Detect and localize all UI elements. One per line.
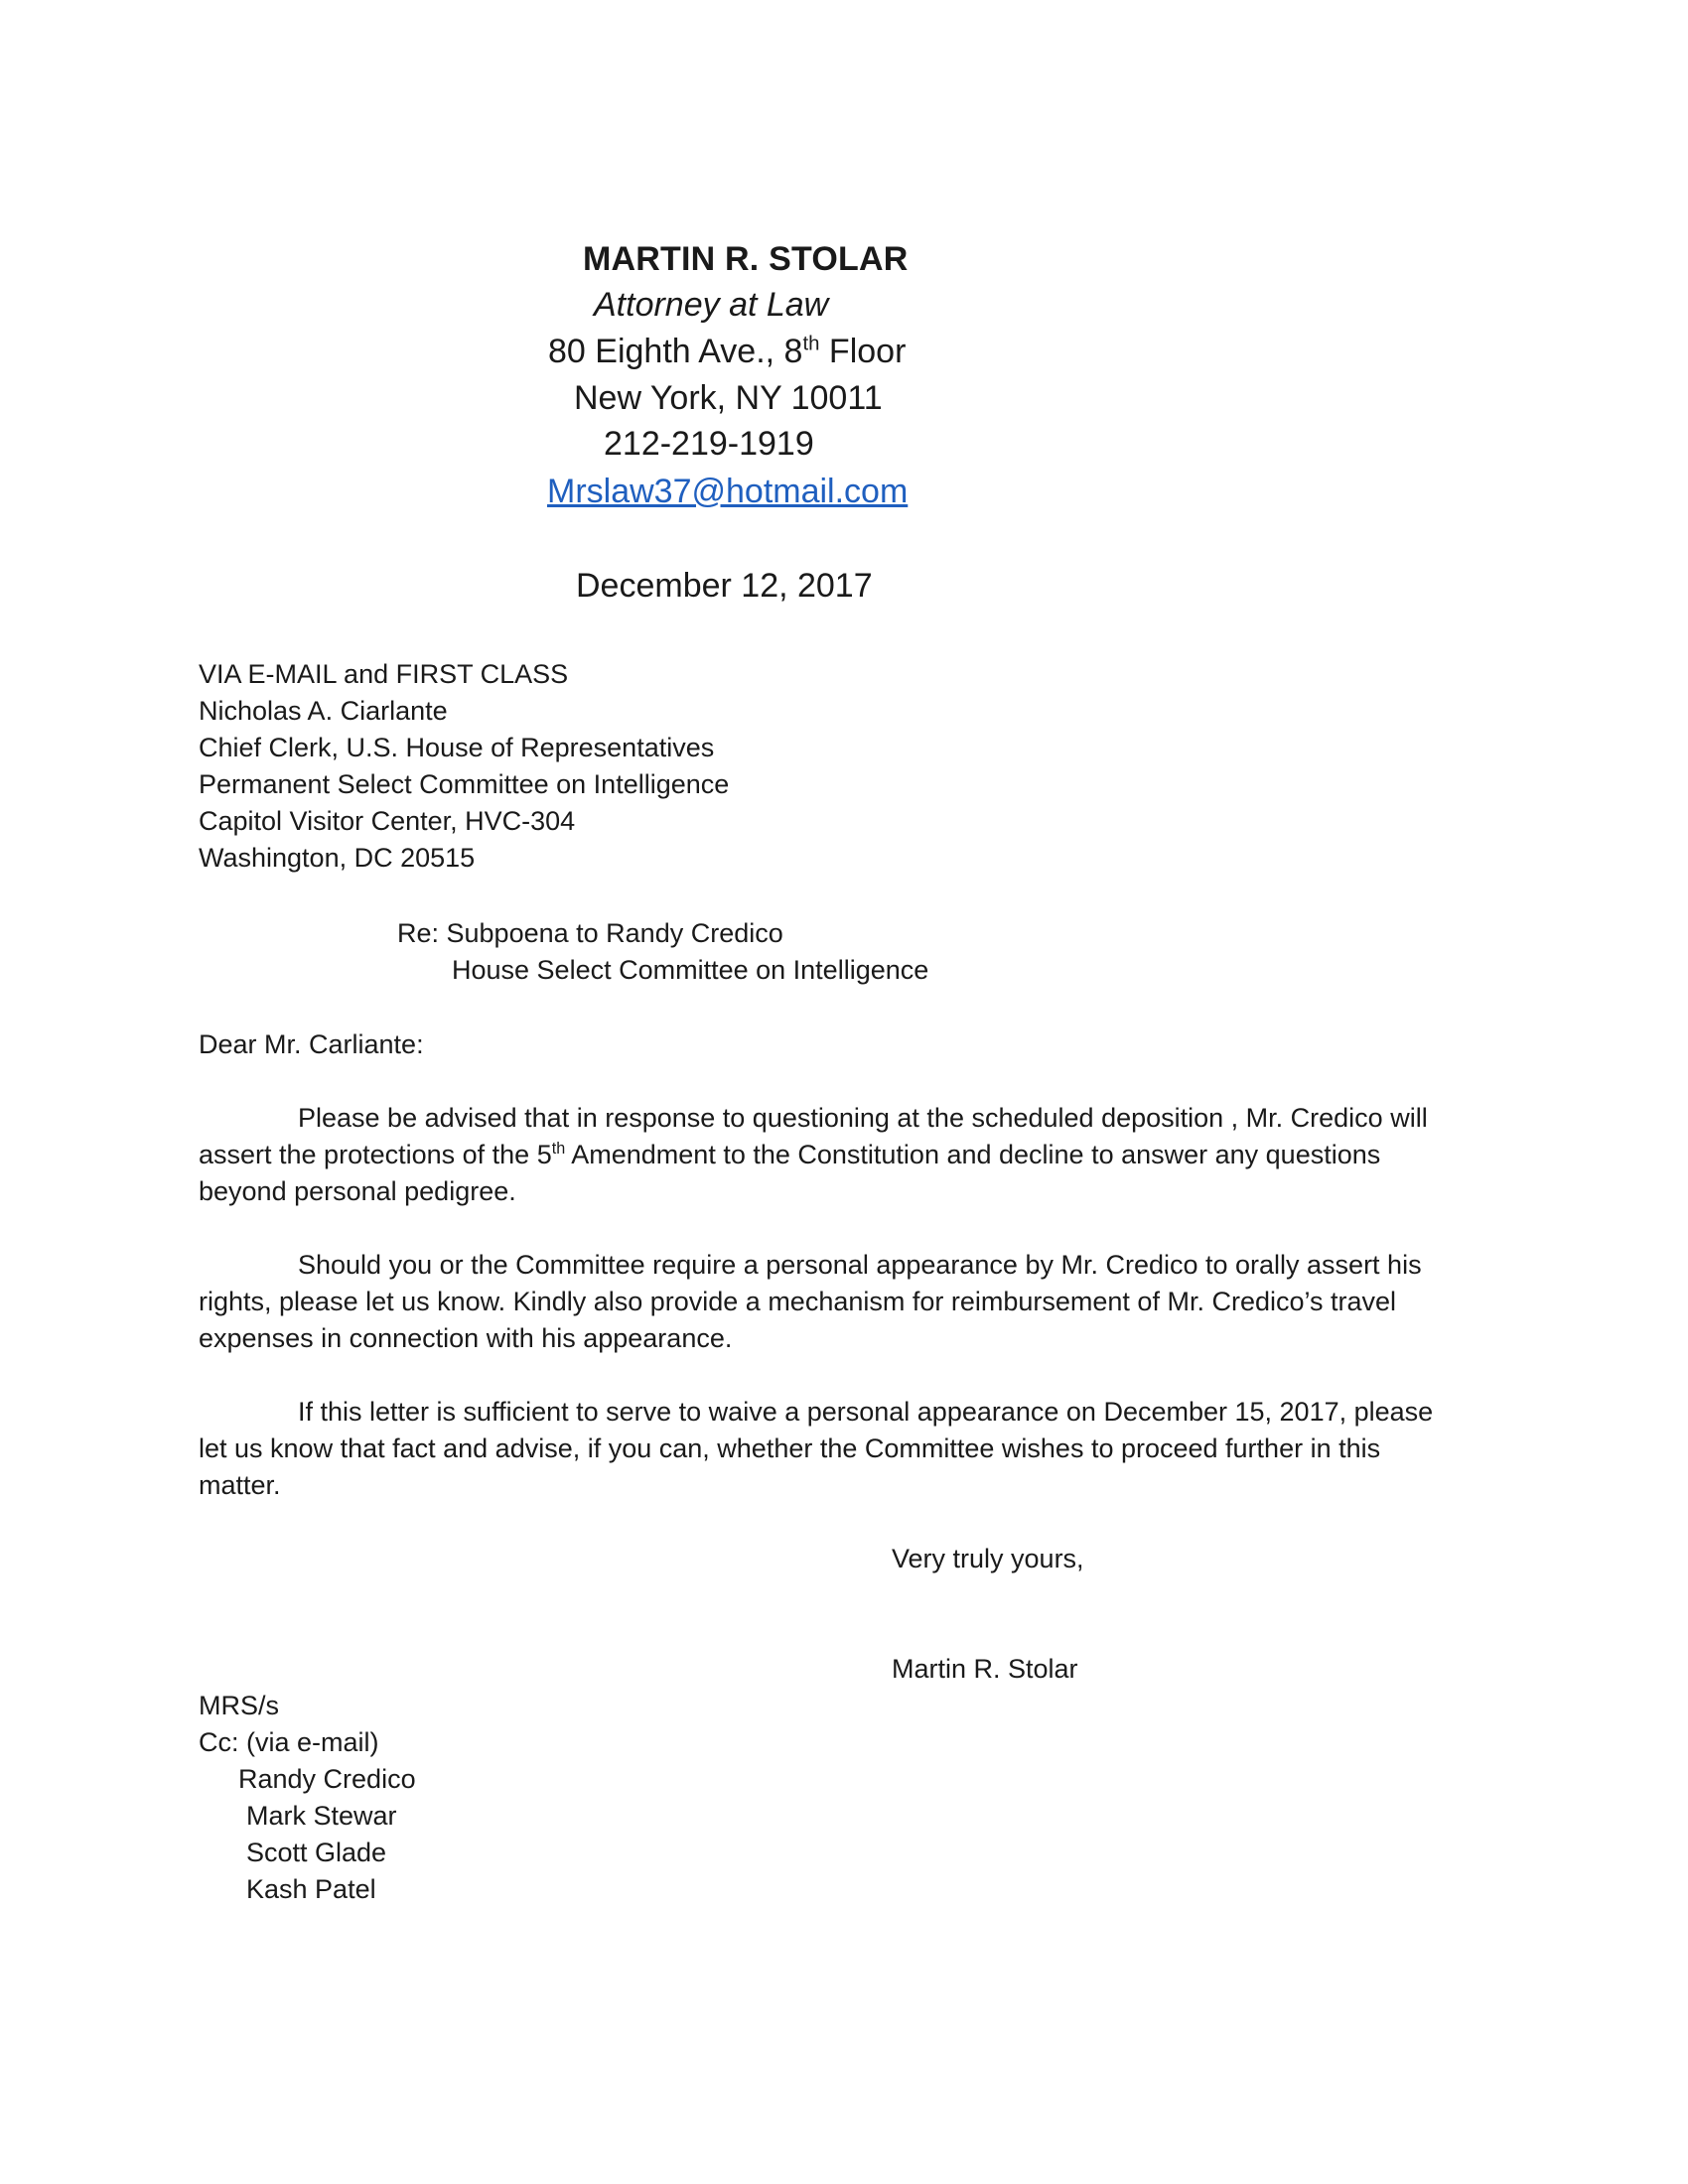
letterhead-name: MARTIN R. STOLAR [583, 240, 909, 278]
paragraph-line-start: assert the protections of the 5 [199, 1140, 552, 1169]
letterhead-address-ordinal: th [802, 333, 820, 355]
re-line-committee: House Select Committee on Intelligence [452, 955, 929, 985]
cc-list [238, 1761, 416, 1908]
paragraph-line: matter. [199, 1470, 281, 1500]
recipient-title: Chief Clerk, U.S. House of Representatives [199, 733, 715, 762]
typist-initials: MRS/s [199, 1691, 279, 1720]
recipient-committee: Permanent Select Committee on Intelligence [199, 769, 730, 799]
cc-recipient: Mark Stewar [246, 1801, 397, 1831]
closing: Very truly yours, [892, 1544, 1084, 1573]
paragraph-line-end: Amendment to the Constitution and decline to answer any questions [565, 1140, 1381, 1169]
signer-name: Martin R. Stolar [892, 1654, 1078, 1684]
paragraph-line: beyond personal pedigree. [199, 1176, 516, 1206]
recipient-office: Capitol Visitor Center, HVC-304 [199, 806, 576, 836]
body-paragraph-1 [199, 1100, 1489, 1210]
paragraph-line: expenses in connection with his appearance. [199, 1323, 733, 1353]
paragraph-line: Please be advised that in response to questioning at the scheduled deposition , Mr. Credico will [298, 1103, 1428, 1133]
paragraph-line: If this letter is sufficient to serve to waive a personal appearance on December 15, 2017, please [298, 1397, 1434, 1427]
letterhead-phone: 212-219-1919 [604, 425, 814, 463]
paragraph-line: let us know that fact and advise, if you can, whether the Committee wishes to proceed further in this [199, 1433, 1381, 1463]
letterhead-city: New York, NY 10011 [574, 379, 883, 417]
letterhead-address-floor: Floor [819, 333, 907, 370]
delivery-method: VIA E-MAIL and FIRST CLASS [199, 659, 569, 689]
recipient-name: Nicholas A. Ciarlante [199, 696, 448, 726]
letterhead-address [548, 333, 906, 371]
body-paragraph-3 [199, 1394, 1489, 1504]
recipient-city: Washington, DC 20515 [199, 843, 476, 873]
cc-recipient: Scott Glade [246, 1838, 387, 1867]
paragraph-line: Should you or the Committee require a personal appearance by Mr. Credico to orally assert his [298, 1250, 1422, 1280]
paragraph-line [199, 1137, 1489, 1173]
amendment-ordinal: th [551, 1140, 566, 1158]
salutation: Dear Mr. Carliante: [199, 1029, 424, 1059]
body-paragraph-2 [199, 1247, 1489, 1357]
letterhead-address-main: 80 Eighth Ave., 8 [548, 333, 803, 370]
re-line: Re: Subpoena to Randy Credico [397, 918, 783, 948]
cc-recipient: Kash Patel [246, 1874, 376, 1904]
paragraph-line: rights, please let us know. Kindly also provide a mechanism for reimbursement of Mr. Credico’s travel [199, 1287, 1397, 1316]
letterhead-email-link[interactable]: Mrslaw37@hotmail.com [547, 473, 909, 510]
cc-recipient: Randy Credico [238, 1764, 416, 1794]
cc-label: Cc: (via e-mail) [199, 1727, 379, 1757]
recipient-address [199, 656, 729, 877]
letterhead-title: Attorney at Law [594, 286, 829, 324]
letter-date: December 12, 2017 [576, 567, 873, 605]
